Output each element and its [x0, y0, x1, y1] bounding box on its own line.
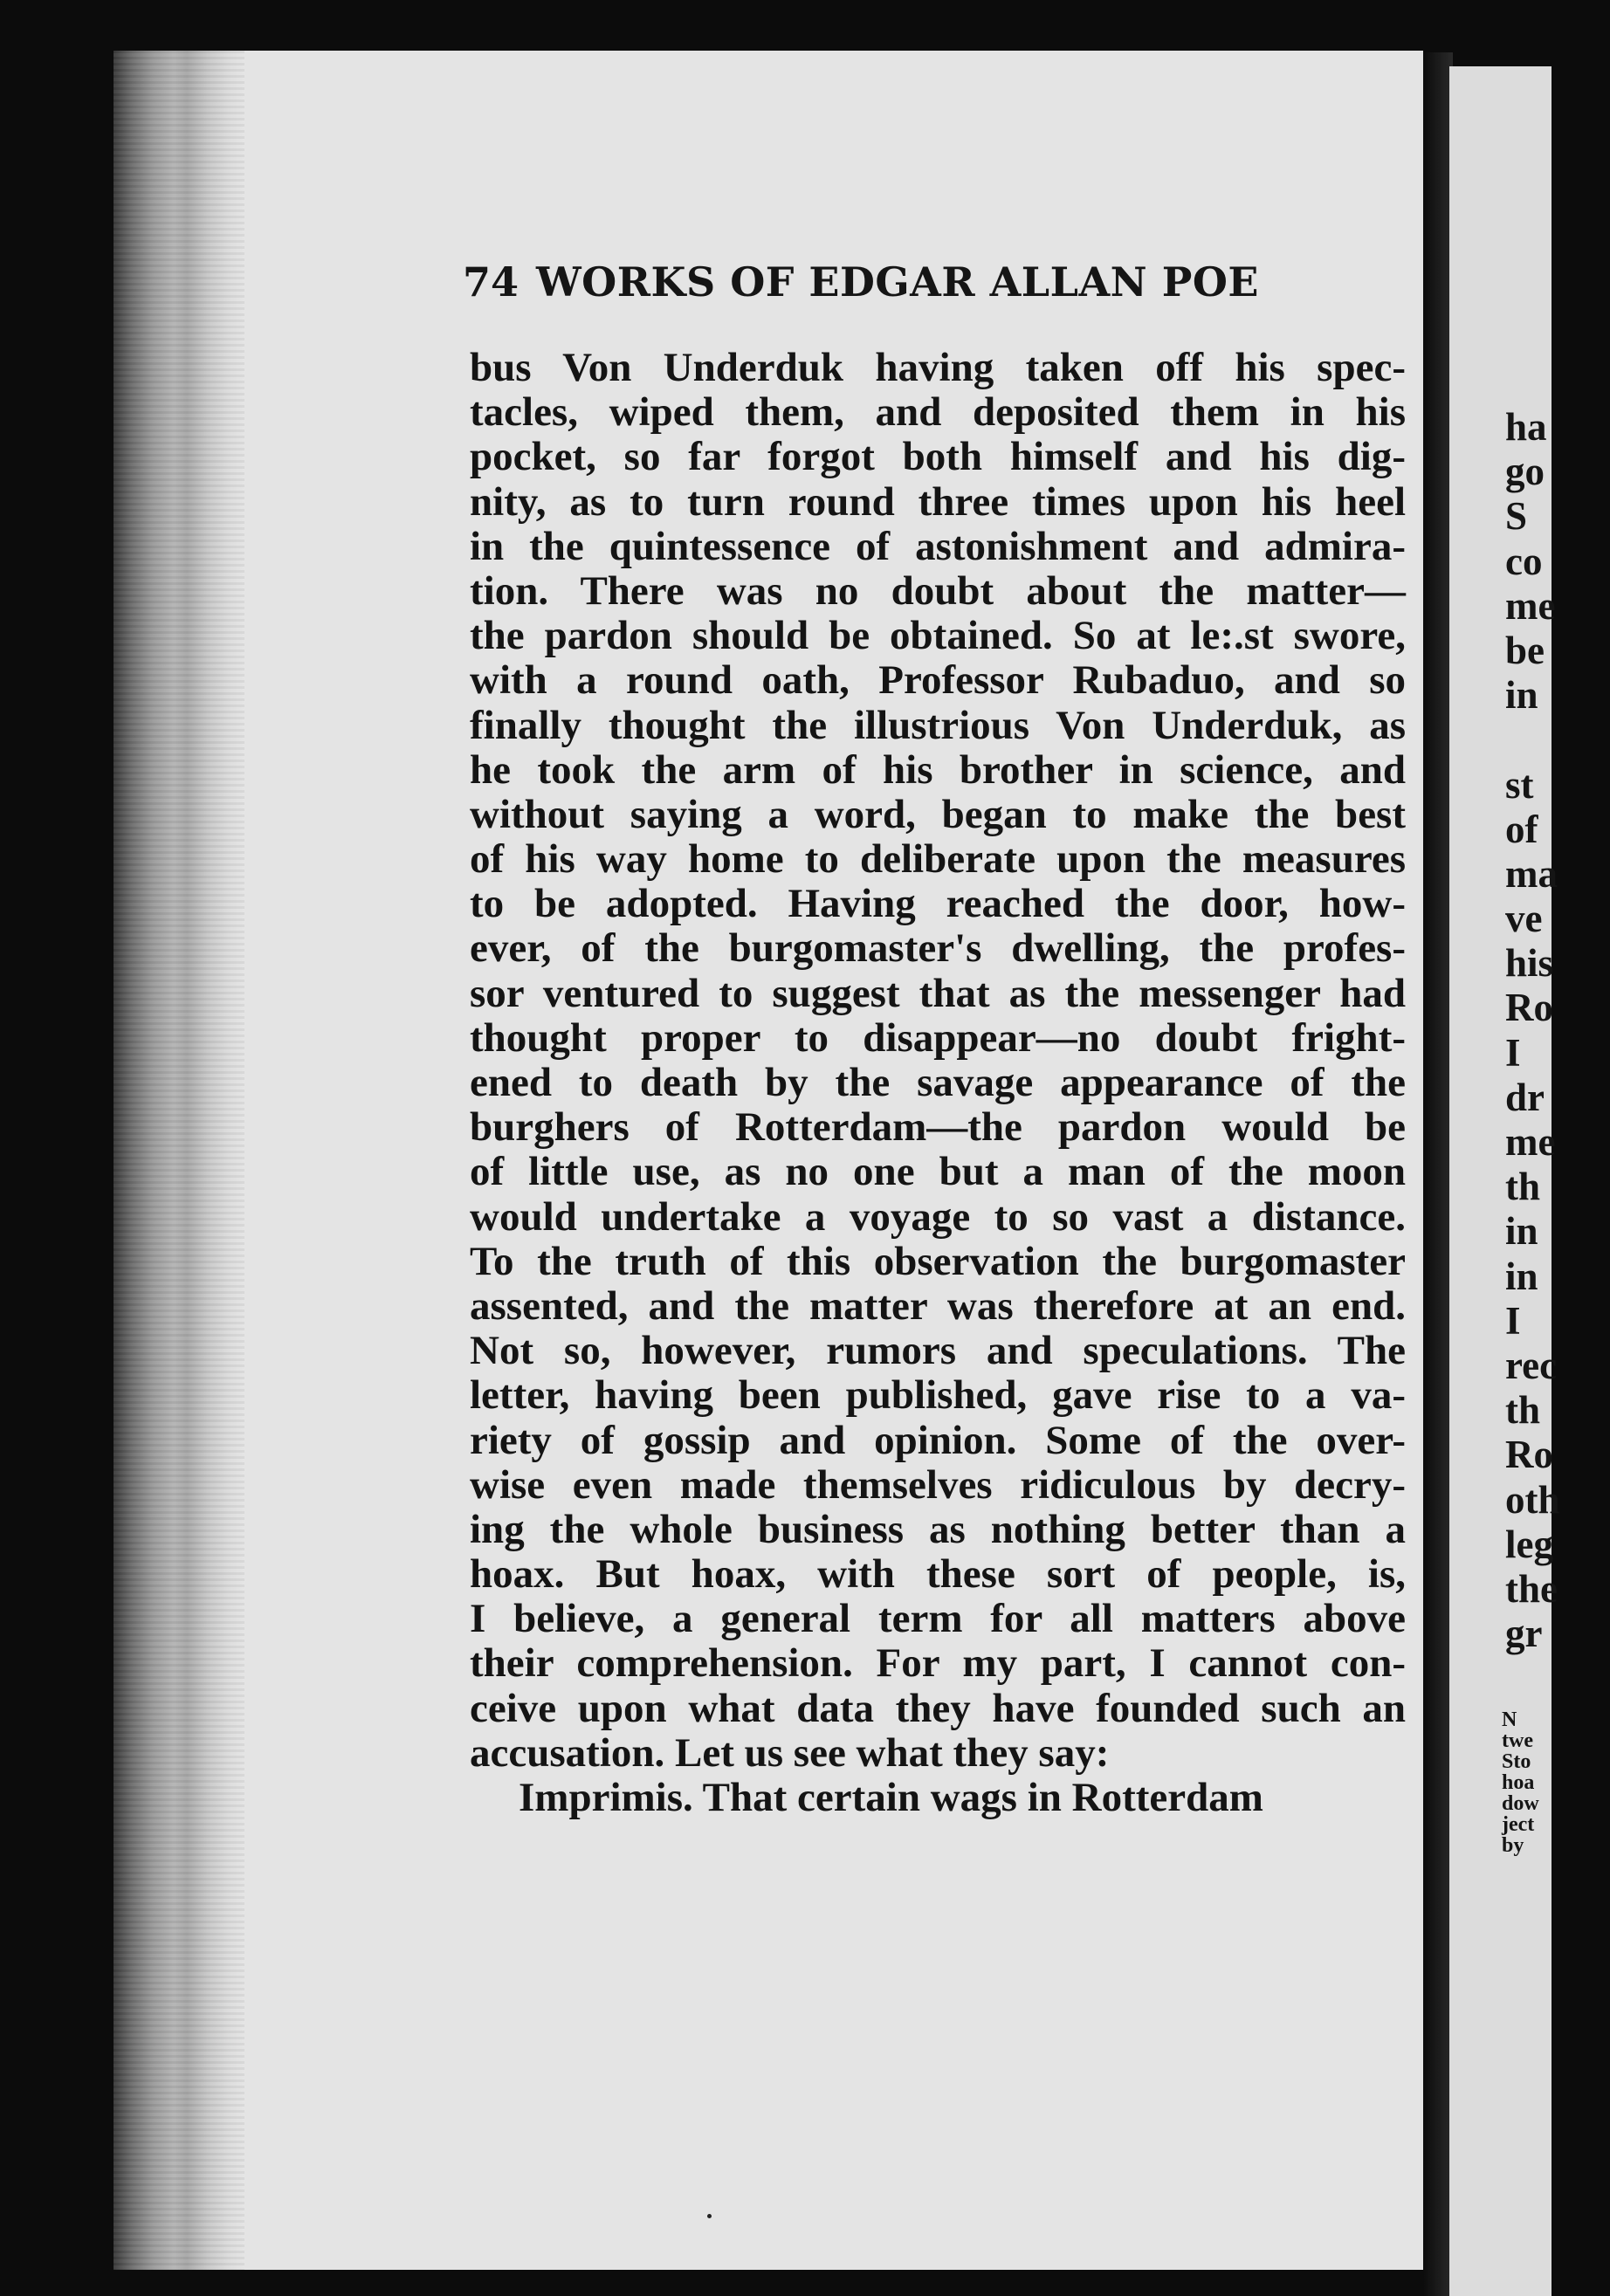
running-title: WORKS OF EDGAR ALLAN POE: [536, 258, 1259, 306]
text-line: Not so, however, rumors and speculations. The: [470, 1328, 1406, 1374]
text-line: he took the arm of his brother in science, and: [470, 746, 1406, 793]
facing-text-line: I: [1505, 1030, 1521, 1075]
facing-text-line: [1505, 718, 1610, 762]
facing-text-line: th: [1505, 1165, 1541, 1209]
text-line: tacles, wiped them, and deposited them in his: [470, 389, 1406, 436]
text-line: pocket, so far forgot both himself and his dig-: [470, 434, 1406, 480]
text-line: thought proper to disappear—no doubt fright-: [470, 1014, 1406, 1061]
facing-text-line: th: [1505, 1388, 1541, 1433]
text-line: finally thought the illustrious Von Underduk, as: [470, 702, 1406, 748]
facing-text-line: oth: [1505, 1477, 1560, 1522]
facing-text-line: of: [1505, 807, 1538, 851]
facing-text-line: I: [1505, 1298, 1521, 1343]
text-line: To the truth of this observation the burgomaster: [470, 1238, 1406, 1284]
text-line: burghers of Rotterdam—the pardon would be: [470, 1104, 1406, 1151]
text-line: riety of gossip and opinion. Some of the over-: [470, 1417, 1406, 1463]
text-line: Imprimis. That certain wags in Rotterdam: [519, 1775, 1263, 1820]
text-line: sor ventured to suggest that as the messenger had: [470, 970, 1406, 1016]
text-line: in the quintessence of astonishment and admira-: [470, 523, 1406, 569]
facing-text-line: ma: [1505, 851, 1558, 896]
text-line: ing the whole business as nothing better than a: [470, 1506, 1406, 1552]
scanned-book-page: [114, 51, 1423, 2270]
text-line: I believe, a general term for all matters above: [470, 1596, 1406, 1642]
running-header: [463, 258, 1423, 320]
text-line: bus Von Underduk having taken off his spec-: [470, 345, 1406, 390]
page-number: 74: [463, 258, 519, 306]
text-line: of his way home to deliberate upon the measures: [470, 836, 1406, 883]
text-line: their comprehension. For my part, I cannot con-: [470, 1640, 1406, 1687]
scan-speck: [707, 2214, 712, 2218]
text-line: ceive upon what data they have founded such an: [470, 1685, 1406, 1731]
facing-text-line: go: [1505, 450, 1545, 494]
facing-note-line: N: [1502, 1708, 1517, 1731]
facing-text-line: Ro: [1505, 986, 1553, 1030]
text-line: would undertake a voyage to so vast a distance.: [470, 1193, 1406, 1240]
text-line: ened to death by the savage appearance of the: [470, 1060, 1406, 1105]
facing-text-line: st: [1505, 762, 1534, 807]
facing-text-line: in: [1505, 673, 1538, 718]
facing-text-line: in: [1505, 1209, 1538, 1254]
facing-note-line: twe: [1502, 1729, 1533, 1752]
facing-text-line: me: [1505, 1120, 1556, 1164]
facing-note-line: ject: [1502, 1813, 1535, 1836]
facing-text-line: in: [1505, 1254, 1538, 1298]
facing-note-line: hoa: [1502, 1771, 1535, 1794]
text-line: without saying a word, began to make the best: [470, 791, 1406, 837]
facing-text-line: ha: [1505, 405, 1547, 449]
text-line: of little use, as no one but a man of the moon: [470, 1149, 1406, 1195]
facing-text-line: gr: [1505, 1612, 1543, 1656]
facing-text-line: Ro: [1505, 1433, 1553, 1477]
text-line: assented, and the matter was therefore at an end.: [470, 1282, 1406, 1329]
facing-text-line: rec: [1505, 1343, 1558, 1387]
facing-note-line: Sto: [1502, 1750, 1531, 1773]
body-text-column: [470, 346, 1406, 1820]
text-line: nity, as to turn round three times upon his heel: [470, 478, 1406, 525]
facing-text-line: S: [1505, 494, 1528, 539]
facing-page-fragment: [1449, 66, 1560, 2296]
text-line: ever, of the burgomaster's dwelling, the profes-: [470, 925, 1406, 972]
facing-text-line: dr: [1505, 1075, 1545, 1119]
facing-page-footnote: [1502, 1709, 1539, 1856]
facing-text-line: the: [1505, 1566, 1558, 1611]
facing-text-line: his: [1505, 941, 1554, 986]
text-line: hoax. But hoax, with these sort of people, is,: [470, 1551, 1406, 1598]
text-line: to be adopted. Having reached the door, how-: [470, 881, 1406, 927]
facing-page-shadow: [1423, 52, 1453, 2296]
binding-gutter-shadow: [114, 51, 244, 2270]
facing-text-line: co: [1505, 539, 1543, 583]
facing-page-text: [1505, 405, 1610, 1656]
text-line: with a round oath, Professor Rubaduo, and so: [470, 657, 1406, 704]
facing-text-line: me: [1505, 583, 1556, 628]
text-line: letter, having been published, gave rise to a va-: [470, 1372, 1406, 1419]
text-line: tion. There was no doubt about the matter—: [470, 567, 1406, 614]
facing-note-line: by: [1502, 1834, 1524, 1857]
facing-text-line: be: [1505, 628, 1545, 672]
text-line: wise even made themselves ridiculous by decry-: [470, 1461, 1406, 1508]
text-line: the pardon should be obtained. So at le:.st swore,: [470, 613, 1406, 659]
facing-text-line: ve: [1505, 897, 1543, 941]
facing-text-line: leg: [1505, 1522, 1553, 1566]
facing-note-line: dow: [1502, 1792, 1539, 1815]
text-line: accusation. Let us see what they say:: [470, 1729, 1110, 1776]
